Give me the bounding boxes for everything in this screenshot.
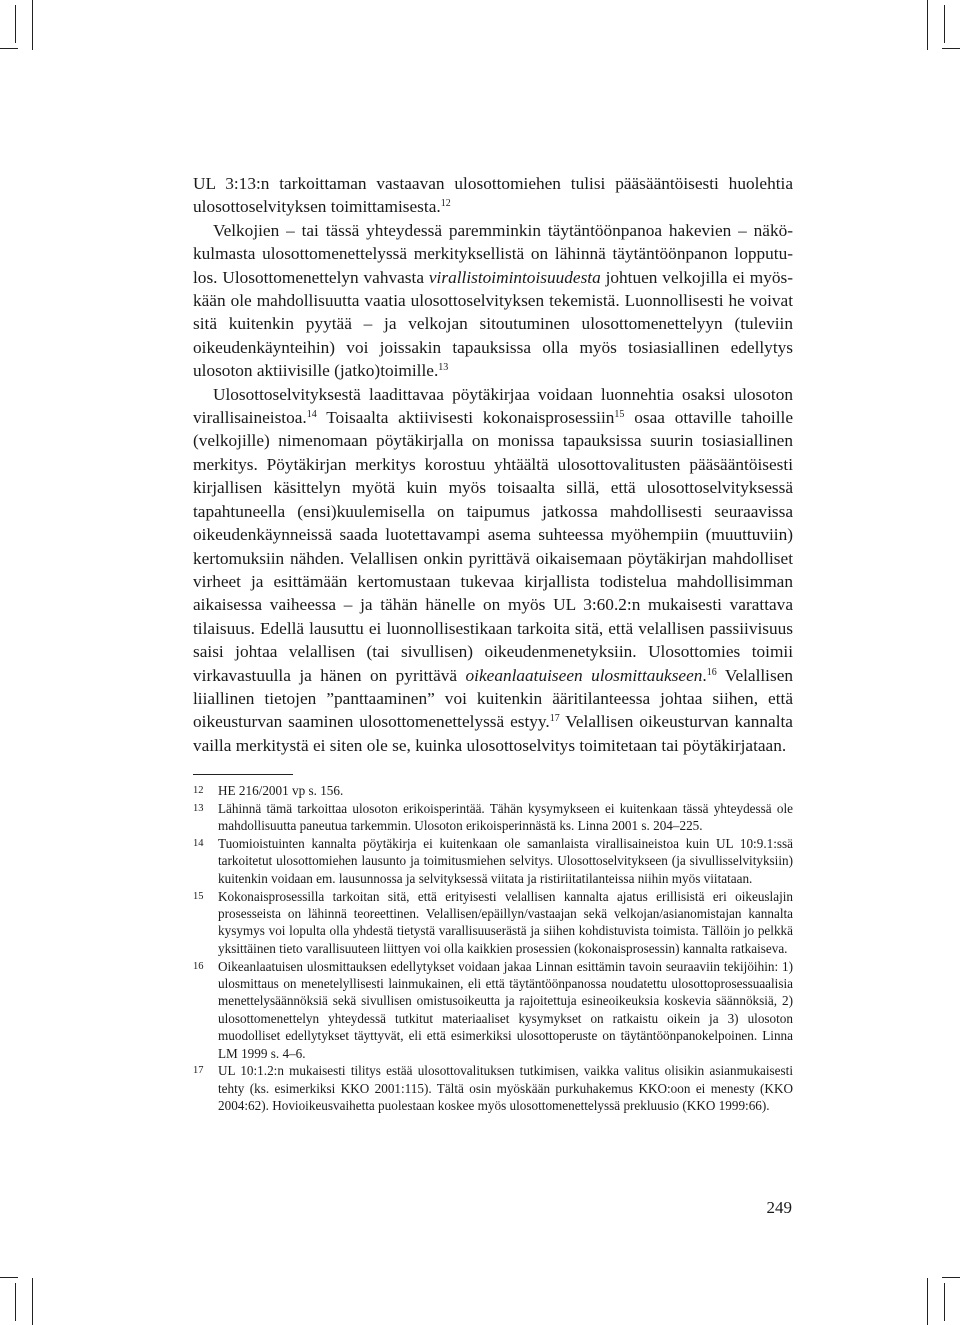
crop-mark: [15, 5, 16, 43]
crop-mark: [15, 1283, 16, 1321]
footnote-rule: [193, 774, 293, 775]
footnote-number: 13: [193, 802, 204, 814]
footnote-text: Kokonaisprosessilla tarkoitan sitä, että erityisesti velallisen kannalta ajatus erillisistä eri oikeuslajin prosesseista on lähinnä teoreettinen. Velallisen/epäillyn/vastaajan sekä velkojan/asianomistajan kannalta kysymys voi lopulta olla yhdestä tietystä varallisuuserästä ja siihen kohdistuvista toimista. Tällöin jo pelkkä yksittäinen tieto varallisuuteen liittyen voi olla kaikkien prosessien (kokonaisprosessin) kannalta ratkaiseva.: [218, 888, 793, 956]
crop-mark: [0, 1277, 18, 1278]
footnote-text: UL 10:1.2:n mukaisesti tilitys estää ulosottovalituksen tutkimisen, vaikka valitus olisikin asianmukaisesti tehty (ks. esimerkiksi KKO 2001:115). Tältä osin myöskään purkuhakemus KKO:oon ei menesty (KKO 2004:62). Hovioikeusvaihetta puolestaan koskee myös ulosottomenettelyssä prekluusio (KKO 1999:66).: [218, 1063, 793, 1114]
footnote-text: Oikeanlaatuisen ulosmittauksen edellytykset voidaan jakaa Linnan esittämin tavoin seuraaviin tekijöihin: 1) ulosmittaus on menetelyllisesti lainmukainen, eli että täytäntöönpanossa noudatettu ulosottoprosessuaalisia menettelysäännöksiä sekä sivullisen omistusoikeutta ja rajoitettuja esineoikeuksia koskevia säännöksiä, 2) ulosottomenettelyn yhteydessä tutkitut materiaaliset kysymykset on ratkaistu oikein ja 3) ulosoton muodolliset edellytykset täyttyvät, eli että esimerkiksi ulosottoperuste on täytäntöönpanokelpoinen. Linna LM 1999 s. 4–6.: [218, 958, 793, 1061]
paragraph: [193, 219, 793, 383]
text-run: Velkojien – tai tässä yhteydessä paremminkin täytäntöönpanoa hakevien – näkökulmasta ulosottomenettelyssä merkityksellistä on lähinnä täytäntöönpanon lopputulos. Ulosottomenettelyn vahvasta: [193, 220, 793, 287]
footnote: [193, 888, 793, 958]
crop-mark: [942, 48, 960, 49]
crop-mark: [944, 5, 945, 43]
crop-mark: [944, 1283, 945, 1321]
footnote: [193, 800, 793, 835]
crop-mark: [32, 0, 33, 50]
body-text: [193, 172, 793, 757]
crop-mark: [927, 1278, 928, 1325]
text-run: Toisaalta aktiivisesti kokonaisprosessiin: [316, 408, 615, 428]
footnote: [193, 958, 793, 1062]
footnote-ref[interactable]: 12: [440, 198, 451, 210]
footnote-ref[interactable]: 17: [549, 713, 560, 725]
crop-mark: [942, 1277, 960, 1278]
emphasis: oikeanlaatuiseen ulosmittaukseen: [465, 665, 703, 685]
footnote-ref[interactable]: 16: [706, 666, 717, 678]
text-run: Velallisen liiallinen tietojen ”panttaaminen” voi kuitenkin ääritilanteessa johtaa siihen, että oikeusturvan saaminen ulosottomenettelyssä estyy.: [193, 665, 794, 732]
footnote-number: 15: [193, 890, 204, 902]
footnote: [193, 782, 793, 799]
footnote-text: Lähinnä tämä tarkoittaa ulosoton erikoisperintää. Tähän kysymykseen ei kuitenkaan tässä yhteydessä ole mahdollisuutta paneutua tarkemmin. Ulosoton erikoisperinnästä ks. Linna 2001 s. 204–225.: [218, 800, 793, 834]
footnotes: [193, 782, 793, 1115]
footnote: [193, 835, 793, 887]
footnote-ref[interactable]: 13: [438, 362, 449, 374]
footnote-number: 17: [193, 1065, 204, 1077]
footnote-text: Tuomioistuinten kannalta pöytäkirja ei kuitenkaan ole samanlaista virallisaineistoa kuin UL 10:9.1:ssä tarkoitetut ulosottomiehen lausunto ja toimitusmiehen selvitys. Ulosottoselvitykseen (ja sivullisselvityksiin) kuitenkin voidaan em. lausunnossa ja selvityksessä viitata ja ristiriitatilanteissa niihin myös viitataan.: [218, 836, 793, 886]
crop-mark: [0, 48, 18, 49]
text-run: Velallisen oikeusturvan kannalta vailla merkitystä ei siten ole se, kuinka ulosottoselvitys toimitetaan tai pöytäkirjataan.: [193, 712, 793, 755]
footnote-number: 16: [193, 960, 204, 972]
text-run: .: [702, 665, 707, 685]
footnote: [193, 1062, 793, 1114]
text-run: Ulosottoselvityksestä laadittavaa pöytäkirjaa voidaan luonnehtia osaksi ulosoton virallisaineistoa.: [193, 384, 793, 428]
footnote-number: 12: [193, 785, 204, 796]
footnote-text: HE 216/2001 vp s. 156.: [218, 783, 344, 798]
footnote-ref[interactable]: 15: [614, 409, 625, 421]
text-run: johtuen velkojilla ei myöskään ole mahdollisuutta vaatia ulosottoselvityksen tekemistä. Luonnollisesti he voivat sitä kuitenkin pyytää – ja velkojan sitoutuminen ulosottomenettelyyn (tuleviin oikeudenkäynteihin) voi joissakin tapauksissa olla myös tosiasiallinen edellytys ulosoton aktiivisille (jatko)toimille.: [193, 267, 794, 381]
text-run: osaa ottaville tahoille (velkojille) nimenomaan pöytäkirjalla on monissa tapauksissa suurin tosiasiallinen merkitys. Pöytäkirjan merkitys korostuu yhtäältä ulosottovalitusten pääsääntöisesti kirjallisen käsittelyn myötä kuin myös toisaalta sillä, että ulosottoselvityksessä tapahtuneella (ensi)kuulemisella on taipumus jatkossa mahdollisesti seuraavissa oikeudenkäynneissä saada luotettavampi asema suhteessa myöhempiin (muuttuviin) kertomuksiin nähden. Velallisen onkin pyrittävä oikaisemaan pöytäkirjan mahdolliset virheet ja esittämään kertomustaan tukevaa kirjallista todistelua mahdollisimman aikaisessa vaiheessa – ja tähän hänelle on myös UL 3:60.2:n mukaisesti varattava tilaisuus. Edellä lausuttu ei luonnollisestikaan tarkoita sitä, että velallisen passiivisuus saisi johtaa velallisen (tai sivullisen) oikeudenmenetyksiin. Ulosottomies toimii virkavastuulla ja hänen on pyrittävä: [193, 408, 793, 685]
emphasis: virallistoimintoisuudesta: [428, 267, 601, 287]
text-run: UL 3:13:n tarkoittaman vastaavan ulosottomiehen tulisi pääsääntöisesti huolehtia ulosottoselvityksen toimittamisesta.: [193, 174, 793, 217]
paragraph: [193, 172, 793, 219]
crop-mark: [32, 1278, 33, 1325]
crop-mark: [927, 0, 928, 50]
page-number: 249: [766, 1198, 792, 1217]
footnote-number: 14: [193, 838, 204, 849]
paragraph: [193, 383, 793, 758]
footnote-ref[interactable]: 14: [306, 409, 317, 421]
